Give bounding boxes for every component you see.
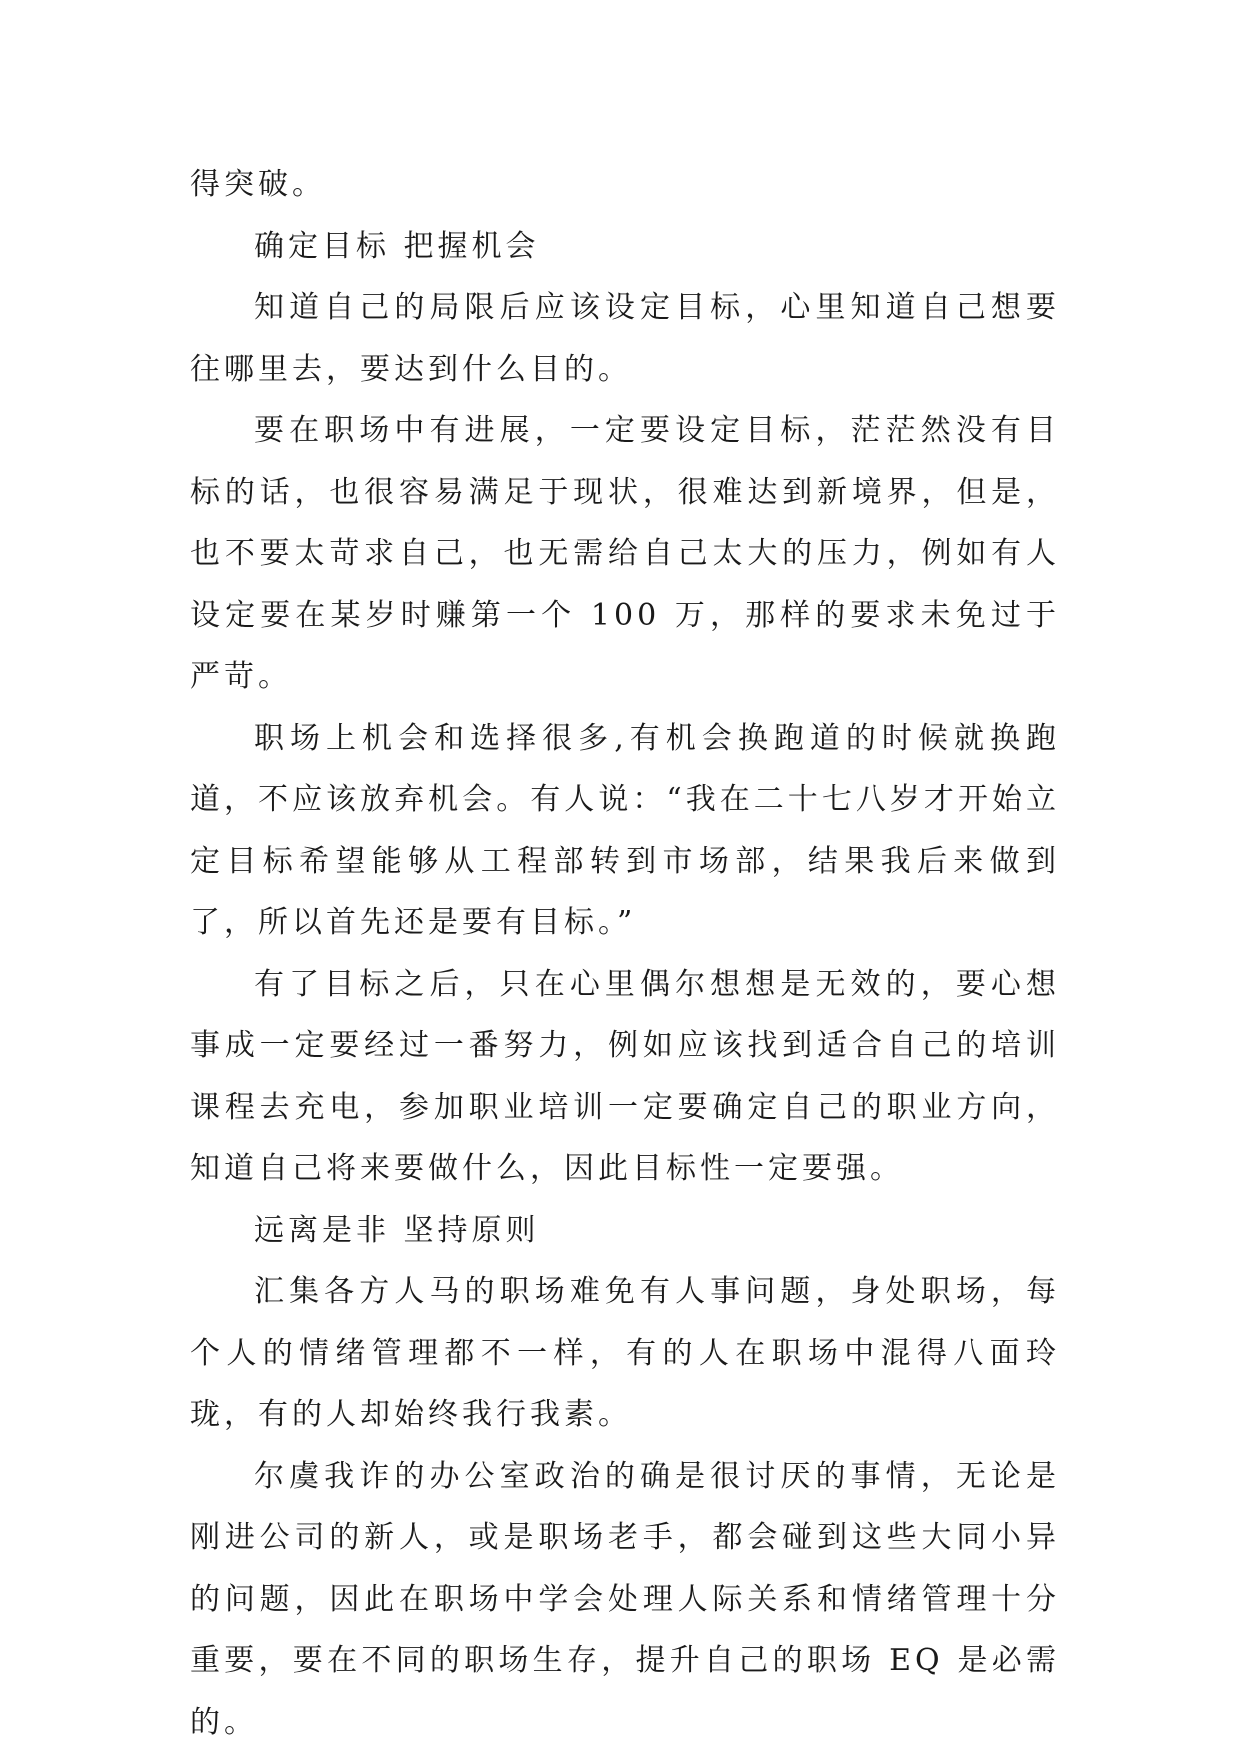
body-text [190, 154, 1060, 1753]
paragraph: 汇集各方人马的职场难免有人事问题，身处职场，每个人的情绪管理都不一样，有的人在职场中混得八面玲珑，有的人却始终我行我素。 [190, 1274, 1060, 1432]
paragraph: 尔虞我诈的办公室政治的确是很讨厌的事情，无论是刚进公司的新人，或是职场老手，都会碰到这些大同小异的问题，因此在职场中学会处理人际关系和情绪管理十分重要，要在不同的职场生存，提升自己的职场 EQ 是必需的。 [190, 1458, 1060, 1740]
paragraph: 要在职场中有进展，一定要设定目标，茫茫然没有目标的话，也很容易满足于现状，很难达到新境界，但是，也不要太苛求自己，也无需给自己太大的压力，例如有人设定要在某岁时赚第一个 100 万，那样的要求未免过于严苛。 [190, 413, 1060, 694]
paragraph-continuation: 得突破。 [190, 167, 326, 202]
section-heading-principles: 远离是非 坚持原则 [254, 1212, 540, 1248]
paragraph: 有了目标之后，只在心里偶尔想想是无效的，要心想事成一定要经过一番努力，例如应该找到适合自己的培训课程去充电，参加职业培训一定要确定自己的职业方向，知道自己将来要做什么，因此目标性一定要强。 [190, 966, 1060, 1186]
paragraph: 知道自己的局限后应该设定目标，心里知道自己想要往哪里去，要达到什么目的。 [190, 290, 1060, 387]
paragraph: 职场上机会和选择很多,有机会换跑道的时候就换跑道，不应该放弃机会。有人说：“我在二十七八岁才开始立定目标希望能够从工程部转到市场部，结果我后来做到了，所以首先还是要有目标。” [190, 720, 1060, 940]
section-heading-goals: 确定目标 把握机会 [254, 228, 540, 264]
